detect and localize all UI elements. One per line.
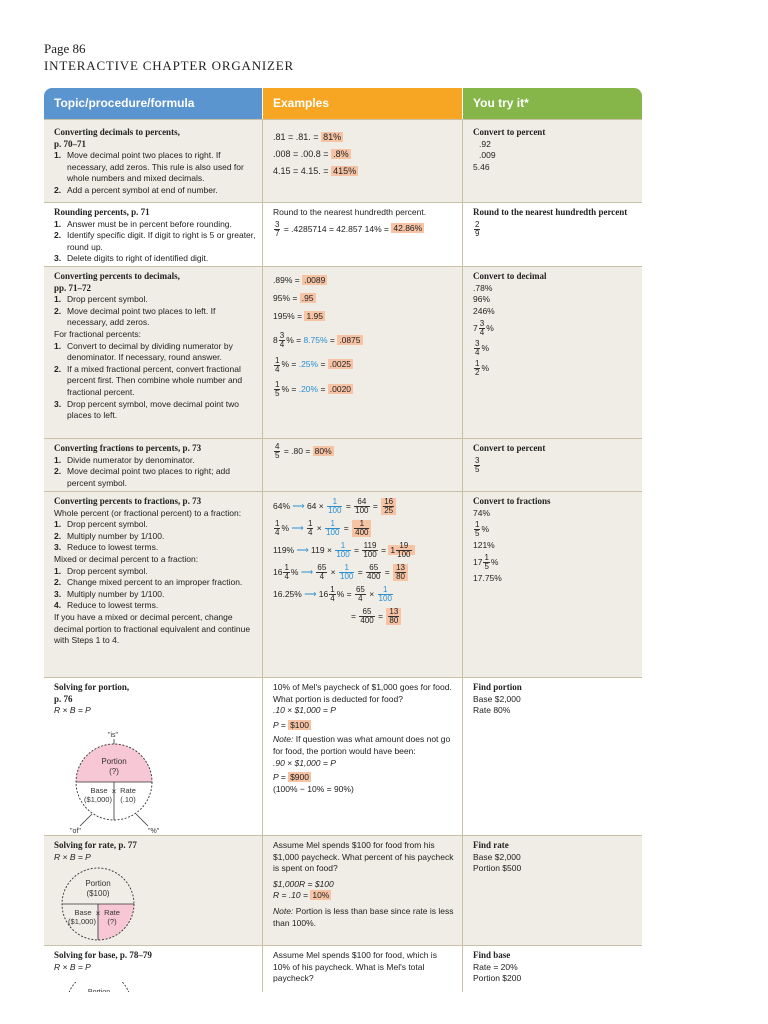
try-cell [463,678,642,717]
portion-label: Portion [87,989,111,994]
example-result: P = $900 [273,772,309,783]
examples-cell [263,836,462,929]
try-item: 17 $\frac{1}{5}$ % [473,552,499,571]
try-title: Convert to percent [473,443,546,453]
try-item: $\frac{1}{5}$ % [475,520,490,539]
try-item: .78% [473,282,493,293]
base-circle-diagram [64,982,134,992]
table-header [44,88,642,119]
list-item: 3. Reduce to lowest terms. [54,542,159,553]
base-value: ($1,000) [84,795,112,804]
try-item: 246% [473,305,495,316]
try-cell [463,946,642,985]
try-item: Portion $200 [473,973,522,984]
column-header-examples: Examples [263,88,462,119]
note-text: Note: If question was what amount does not go for food, the portion would have been: [273,734,451,756]
topic-title: Rounding percents, p. 71 [54,207,150,217]
topic-cell [44,836,262,863]
list-item: 1. Convert to decimal by dividing numerator by denominator. If necessary, round answer. [54,340,233,363]
example-line: = $\frac{65}{400}$ = $\frac{13}{80}$ [273,608,456,625]
list-item: 2. Add a percent symbol at end of number. [54,184,218,195]
example-line: 195% = 1.95 [273,311,323,321]
topic-title: Converting fractions to percents, p. 73 [54,443,202,453]
formula: R × B = P [54,961,91,972]
formula: R × B = P [54,851,91,862]
subheading: Mixed or decimal percent to a fraction: [54,553,199,564]
topic-title: Solving for base, p. 78–79 [54,950,152,960]
example-line: 95% = .95 [273,293,314,303]
example-equation: .90 × $1,000 = P [273,757,336,768]
examples-cell [263,946,462,985]
base-label: Base [90,786,108,795]
try-cell [463,439,642,474]
list-item: 2. If a mixed fractional percent, convert fractional percent first. Then combine whole number and fractional percent. [54,363,243,397]
topic-cell [44,203,262,265]
try-item: .92 [479,138,491,149]
of-label: "of" [70,828,81,834]
try-title: Find base [473,950,511,960]
topic-title: Converting decimals to percents, [54,127,180,137]
section-fractions-to-percents [44,438,642,491]
list-item: 3. Drop percent symbol, move decimal point two places to left. [54,398,239,421]
examples-cell [263,203,462,238]
try-item: .009 [479,150,496,161]
steps-list [54,341,256,422]
list-item: 2. Move decimal point two places to right; add percent symbol. [54,466,231,488]
try-title: Convert to decimal [473,271,547,281]
steps-list [54,294,256,329]
try-title: Convert to fractions [473,496,551,506]
try-item: 17.75% [473,572,502,583]
page-title: INTERACTIVE CHAPTER ORGANIZER [44,58,294,73]
example-line: 4.15 = 4.15. = 415% [273,166,357,176]
steps-list [54,219,256,265]
example-line: $\frac{3}{7}$ = .4285714 = 42.857 14% = 42.86% [275,219,423,238]
topic-cell [44,678,262,717]
section-decimals-to-percents [44,119,642,202]
examples-cell [263,678,462,795]
topic-pages: pp. 71–72 [54,282,92,293]
list-item: 1. Answer must be in percent before rounding. [54,218,232,229]
try-cell [463,267,642,377]
steps-list [54,566,256,612]
try-item: Base $2,000 [473,693,521,704]
list-item: 1. Drop percent symbol. [54,565,148,576]
column-header-try: You try it* [463,88,642,119]
list-item: 2. Multiply number by 1/100. [54,530,165,541]
list-item: 3. Multiply number by 1/100. [54,588,165,599]
example-equation: $1,000R = $100 [273,878,334,889]
example-line: .008 = .00.8 = .8% [273,149,349,159]
topic-cell [44,492,262,647]
try-title: Round to the nearest hundredth percent [473,207,628,217]
section-rounding-percents [44,202,642,266]
try-cell [463,203,642,238]
try-item: Portion $500 [473,863,522,874]
example-line: .81 = .81. = 81% [273,132,342,142]
topic-title: Converting percents to decimals, [54,271,180,281]
example-line: 119% ⟶ 119 × $\frac{1}{100}$ = $\frac{119}{100}$ = 1 $\frac{19}{100}$ [273,542,456,559]
list-item: 1. Drop percent symbol. [54,294,148,305]
base-label: Base [74,908,92,917]
base-value: ($1,000) [68,917,96,926]
try-item: Rate = 20% [473,961,518,972]
page-header [44,40,294,74]
intro-text: Whole percent (or fractional percent) to a fraction: [54,507,242,518]
try-cell [463,120,642,173]
percent-label: "%" [148,828,160,834]
example-line: 8 $\frac{3}{4}$ % = 8.75% = .0875 [273,331,361,350]
examples-cell [263,439,462,460]
formula: R × B = P [54,705,91,716]
examples-cell [263,120,462,180]
try-item: Rate 80% [473,705,511,716]
topic-cell [44,946,262,973]
page-number: Page 86 [44,41,86,56]
try-item: $\frac{3}{4}$ % [475,339,490,358]
note-text: If you have a mixed or decimal percent, change decimal portion to fractional equivalent and continue with Steps 1 to 4. [54,611,251,646]
example-text: Assume Mel spends $100 for food from his $1,000 paycheck. What percent of his paycheck is spent on food? [273,840,454,874]
try-cell [463,492,642,584]
example-equation: .10 × $1,000 = P [273,705,336,716]
try-cell [463,836,642,875]
list-item: 1. Move decimal point two places to right. If necessary, add zeros. This rule is also used for whole numbers and mixed decimals. [54,150,244,184]
list-item: 3. Delete digits to right of identified digit. [54,253,209,264]
topic-title: Solving for rate, p. 77 [54,840,137,850]
example-line: 64% ⟶ 64 × $\frac{1}{100}$ = $\frac{64}{100}$ = $\frac{16}{25}$ [273,498,456,515]
rate-value: (?) [107,917,117,926]
note-text: Note: Portion is less than base since rate is less than 100%. [273,905,454,928]
try-item: 96% [473,294,491,305]
try-item: $\frac{1}{2}$ % [475,359,490,378]
topic-title: Solving for portion, [54,682,130,692]
example-line: $\frac{1}{4}$ % ⟶ $\frac{1}{4}$ × $\frac{1}{100}$ = $\frac{1}{400}$ [273,520,456,537]
example-line: $\frac{4}{5}$ = .80 = 80% [275,442,332,460]
example-line: 16.25% ⟶ 16 $\frac{1}{4}$ % = $\frac{65}{4}$ × $\frac{1}{100}$ [273,585,392,603]
section-percents-to-fractions [44,491,642,677]
is-label: "is" [108,732,119,739]
example-line: $\frac{1}{5}$ % = .20% = .0020 [275,379,352,398]
subheading: For fractional percents: [54,328,141,339]
example-text: Assume Mel spends $100 for food, which is 10% of his paycheck. What is Mel's total paycheck? [273,950,437,984]
topic-cell [44,267,262,422]
example-line: 16 $\frac{1}{4}$ % ⟶ $\frac{65}{4}$ × $\frac{1}{100}$ = $\frac{65}{400}$ = $\frac{13}{80}$ [273,564,456,581]
list-item: 4. Reduce to lowest terms. [54,600,159,611]
rate-label: Rate [120,786,136,795]
portion-circle-diagram [52,730,172,834]
try-item: 7 $\frac{3}{4}$ % [473,319,494,338]
times-sign: × [95,909,101,918]
try-item: 5.46 [473,161,490,172]
rate-label: Rate [104,908,120,917]
example-result: R = .10 = 10% [273,890,330,901]
example-text: Round to the nearest hundredth percent. [273,207,427,217]
try-title: Find rate [473,840,509,850]
try-item: 74% [473,507,491,518]
try-item: 121% [473,540,495,551]
rate-circle-diagram [52,864,142,944]
topic-title: Converting percents to fractions, p. 73 [54,496,202,506]
example-text: 10% of Mel's paycheck of $1,000 goes for food. What portion is deducted for food? [273,682,452,704]
list-item: 2. Identify specific digit. If digit to right is 5 or greater, round up. [54,230,256,252]
chapter-organizer-table [44,88,642,992]
topic-pages: p. 76 [54,693,73,704]
examples-cell [263,492,462,625]
examples-cell [263,267,462,398]
example-line: $\frac{1}{4}$ % = .25% = .0025 [275,355,352,374]
try-item: $\frac{3}{5}$ [475,455,480,474]
try-title: Find portion [473,682,522,692]
column-header-topic: Topic/procedure/formula [44,88,262,119]
example-equation: (100% − 10% = 90%) [273,783,354,794]
topic-pages: p. 70–71 [54,138,87,149]
portion-label: Portion [85,879,111,888]
try-title: Convert to percent [473,127,546,137]
steps-list [54,150,256,196]
list-item: 2. Change mixed percent to an improper fraction. [54,577,243,588]
rate-value: (.10) [120,795,136,804]
list-item: 2. Move decimal point two places to left. If necessary, add zeros. [54,305,216,328]
list-item: 1. Divide numerator by denominator. [54,454,195,465]
topic-cell [44,439,262,489]
section-solving-rate [44,835,642,945]
times-sign: × [111,787,117,796]
list-item: 1. Drop percent symbol. [54,519,148,530]
portion-value: (?) [109,767,119,776]
topic-cell [44,120,262,197]
example-result: P = $100 [273,719,309,730]
steps-list [54,519,256,554]
section-solving-portion [44,677,642,835]
try-item: Base $2,000 [473,851,521,862]
steps-list [54,455,256,490]
example-line: .89% = .0089 [273,275,326,285]
portion-value: ($100) [86,889,110,898]
portion-label: Portion [101,757,127,766]
try-item: $\frac{2}{9}$ [475,219,480,238]
section-percents-to-decimals [44,266,642,438]
section-solving-base [44,945,642,992]
